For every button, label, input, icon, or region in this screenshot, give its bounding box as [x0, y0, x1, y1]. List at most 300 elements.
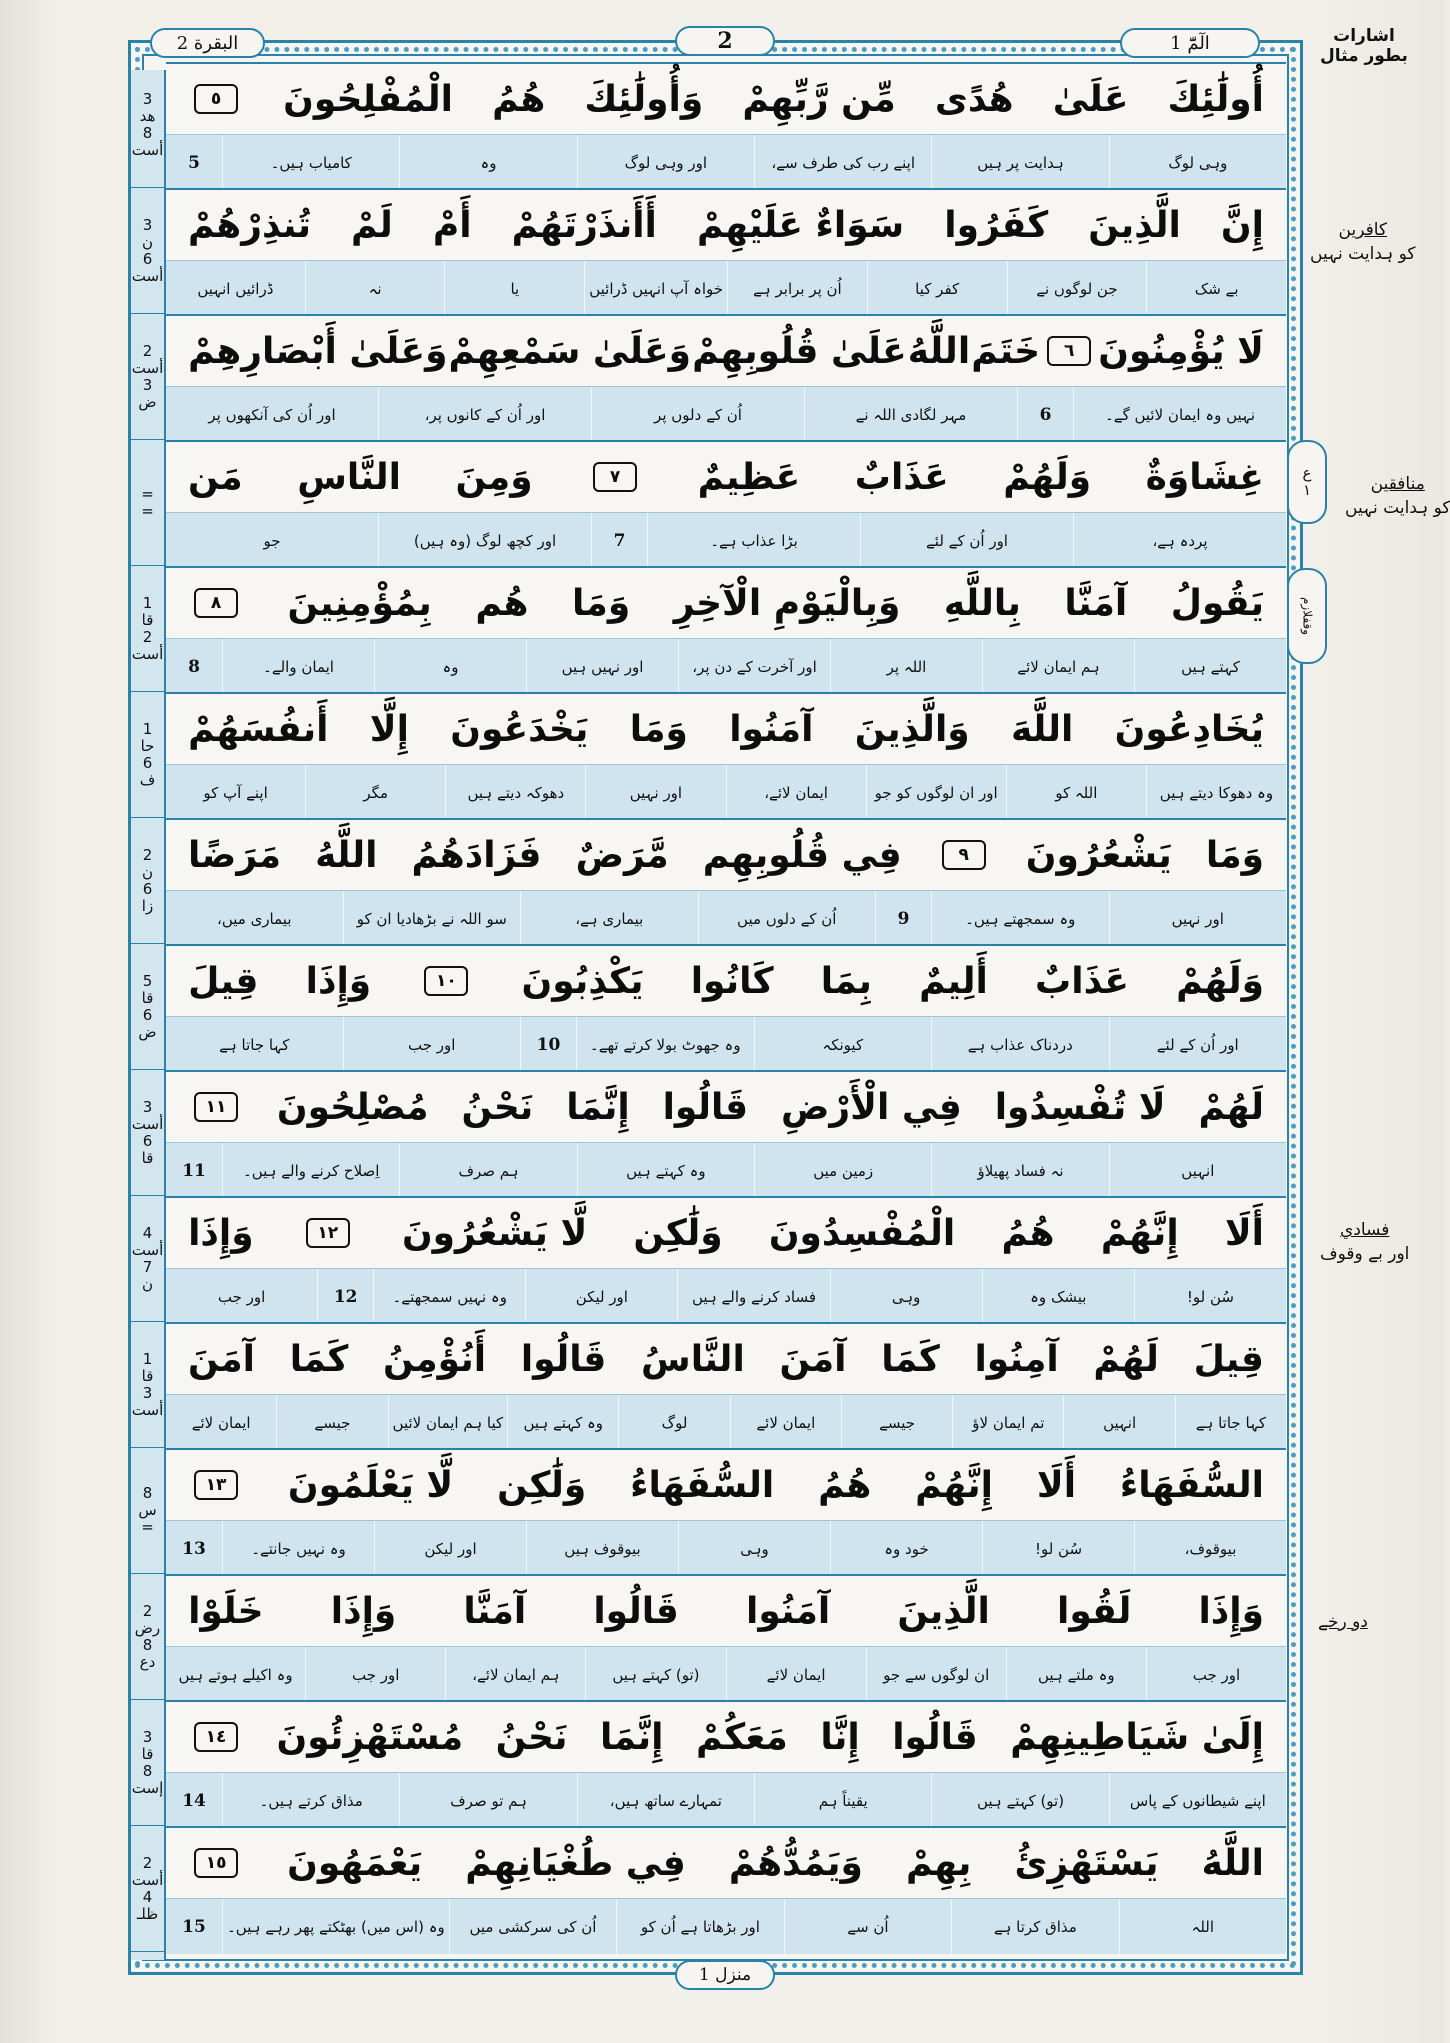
side-marker-text: قا [141, 1366, 154, 1385]
side-marker-text: 3 [142, 1727, 153, 1746]
arabic-word: كَمَا [881, 1338, 940, 1380]
arabic-word: خَتَمَ [971, 330, 1041, 372]
arabic-word: مَّرَضٌ [575, 834, 669, 876]
arabic-word: بِاللَّهِ [943, 582, 1021, 624]
translation-word: اپنے رب کی طرف سے، [754, 135, 931, 190]
arabic-word: آمَنَ [188, 1338, 256, 1380]
side-marker-text: 6 [142, 1131, 153, 1150]
arabic-line [166, 64, 1286, 134]
side-marker-text: 6 [142, 249, 153, 268]
verse-block [166, 1826, 1286, 1952]
arabic-word: الْمُفْسِدُونَ [768, 1212, 956, 1254]
topright-line-1: اشارات [1333, 26, 1395, 46]
translation-word: بے شک [1146, 261, 1286, 316]
side-marker-text: دع [139, 1652, 156, 1671]
arabic-word: يَقُولُ [1170, 582, 1264, 624]
arabic-word: هُدًى [934, 78, 1014, 120]
translation-word: پردہ ہے، [1073, 513, 1286, 568]
translation-word: (تو) کہتے ہیں [931, 1773, 1108, 1828]
translation-word: دھوکہ دیتے ہیں [445, 765, 585, 820]
side-marker-text: = [141, 501, 154, 520]
arabic-word: اللَّهَ [1010, 708, 1074, 750]
side-marker-text: أست [131, 140, 164, 159]
arabic-word: مَرَضًا [188, 834, 282, 876]
note-kafirin-title: كافرين [1338, 220, 1387, 240]
translation-word: ایمان لائے، [726, 765, 866, 820]
side-marker-text: أست [131, 1400, 164, 1419]
arabic-word: آمَنَّا [463, 1590, 527, 1632]
arabic-word: بِمَا [820, 960, 872, 1002]
arabic-word: إِنَّمَا [566, 1086, 630, 1128]
translation-line [166, 1898, 1286, 1954]
verse-number-marker: ٥ [194, 84, 238, 114]
arabic-word: وَمَا [1205, 834, 1264, 876]
verse-number-marker: ١٠ [424, 966, 468, 996]
page-number-pill: 2 [675, 26, 775, 56]
arabic-word: كَفَرُوا [944, 204, 1049, 246]
arabic-word: نَحْنُ [495, 1716, 568, 1758]
translation-word: لوگ [618, 1395, 729, 1450]
arabic-word: قِيلَ [188, 960, 259, 1002]
arabic-word: هُمُ [492, 78, 546, 120]
translation-word: اور جب [1146, 1647, 1286, 1702]
translation-word: کفر کیا [867, 261, 1007, 316]
side-marker-text: 7 [142, 1257, 153, 1276]
translation-word: اور نہیں [1109, 891, 1287, 946]
arabic-word: وَعَلَىٰ أَبْصَارِهِمْ [188, 330, 448, 372]
arabic-word: يَسْتَهْزِئُ [1014, 1842, 1159, 1884]
arabic-word: النَّاسُ [641, 1338, 745, 1380]
arabic-word: سَوَاءٌ عَلَيْهِمْ [696, 204, 905, 246]
verse-block [166, 1700, 1286, 1826]
arabic-word: بِهِمْ [905, 1842, 972, 1884]
arabic-word: لَا يُؤْمِنُونَ [1098, 330, 1264, 372]
side-marker-text: حا [140, 736, 155, 755]
side-marker [131, 188, 164, 314]
arabic-word: مِّن رَّبِّهِمْ [742, 78, 896, 120]
translation-word: سُن لو! [1134, 1269, 1286, 1324]
arabic-word: فِي قُلُوبِهِم [702, 834, 902, 876]
arabic-word: النَّاسِ [297, 456, 401, 498]
arabic-line [166, 1072, 1286, 1142]
side-marker-text: ن [141, 1274, 153, 1293]
arabic-word: أَلَا [1036, 1464, 1077, 1506]
note-munafiqin [1345, 472, 1450, 520]
juz-name-pill: الٓمّٓ 1 [1120, 28, 1260, 58]
arabic-word: مُسْتَهْزِئُونَ [276, 1716, 464, 1758]
translation-word: اور جب [305, 1647, 445, 1702]
arabic-line [166, 820, 1286, 890]
note-fasadi [1320, 1218, 1409, 1266]
verse-block [166, 62, 1286, 188]
arabic-word: إِنَّهُمْ [1100, 1212, 1179, 1254]
translation-line [166, 890, 1286, 946]
translation-word: اُن کی سرکشی میں [449, 1899, 616, 1954]
side-marker-text: 6 [142, 879, 153, 898]
side-marker [131, 944, 164, 1070]
arabic-word: اللَّهُ [315, 834, 378, 876]
translation-word: اپنے آپ کو [203, 783, 268, 802]
arabic-word: يَخْدَعُونَ [450, 708, 589, 750]
translation-word: بیوقوف، [1134, 1521, 1286, 1576]
side-marker [131, 1196, 164, 1322]
arabic-line [166, 316, 1286, 386]
translation-word: ہم صرف [399, 1143, 576, 1198]
side-marker [131, 1826, 164, 1952]
side-marker-text: إست [131, 1778, 164, 1797]
translation-word: مہر لگادی اللہ نے [804, 387, 1017, 442]
side-marker-text: 3 [142, 1097, 153, 1116]
side-marker [131, 692, 164, 818]
translation-word: مذاق کرتے ہیں۔ [222, 1773, 399, 1828]
translation-word: یقیناً ہم [754, 1773, 931, 1828]
note-kafirin-sub: كو ہدايت نہيں [1310, 244, 1416, 264]
arabic-line [166, 946, 1286, 1016]
arabic-word: وَمَا [629, 708, 688, 750]
arabic-word: وَإِذَا [188, 1212, 254, 1254]
ruku-badge-letter: ع [1302, 464, 1312, 482]
arabic-word: عَلَىٰ [1052, 78, 1129, 120]
arabic-word: مُصْلِحُونَ [276, 1086, 429, 1128]
translation-word: اور اُن کے لئے [1109, 1017, 1287, 1072]
translation-line [166, 1646, 1286, 1702]
note-kafirin [1310, 218, 1415, 266]
arabic-word: الَّذِينَ [897, 1590, 990, 1632]
translation-word: ہم ایمان لائے، [445, 1647, 585, 1702]
side-marker-text: 2 [142, 341, 153, 360]
translation-line [166, 512, 1286, 568]
translation-word: وہ ملتے ہیں [1006, 1647, 1146, 1702]
translation-word: سُن لو! [982, 1521, 1134, 1576]
translation-word: اللہ [1119, 1899, 1286, 1954]
side-marker-text: 8 [142, 1484, 153, 1502]
side-marker-text: 3 [142, 89, 153, 108]
arabic-word: إِنَّا [820, 1716, 860, 1758]
side-marker-text: 2 [142, 845, 153, 864]
translation-line [166, 386, 1286, 442]
side-marker-text: ض [138, 1022, 157, 1041]
arabic-word: أَأَنذَرْتَهُمْ [511, 204, 657, 246]
side-marker-text: هد [139, 106, 156, 125]
translation-word: فساد کرنے والے ہیں [677, 1269, 829, 1324]
arabic-word: قَالُوا [662, 1086, 749, 1128]
arabic-word: عَظِيمٌ [697, 456, 801, 498]
translation-word: بیوقوف ہیں [526, 1521, 678, 1576]
side-marker [131, 566, 164, 692]
translation-word: نہ [305, 261, 445, 316]
side-marker [131, 1070, 164, 1196]
arabic-word: الْمُفْلِحُونَ [283, 78, 454, 120]
translation-word: کیونکہ [754, 1017, 932, 1072]
arabic-word: عَذَابٌ [854, 456, 949, 498]
verse-number-marker: ١٥ [194, 1848, 238, 1878]
side-marker-text: 2 [142, 627, 153, 646]
translation-line [166, 1520, 1286, 1576]
arabic-word: يَعْمَهُونَ [287, 1842, 423, 1884]
translation-word: اللہ کو [1006, 765, 1146, 820]
translation-word: سو اللہ نے بڑھادیا ان کو [343, 891, 521, 946]
verse-block [166, 1322, 1286, 1448]
translation-word: اور لیکن [525, 1269, 677, 1324]
translation-word: ایمان لائے [730, 1395, 841, 1450]
translation-word: اور آخرت کے دن پر، [678, 639, 830, 694]
translation-word: ہم تو صرف [399, 1773, 576, 1828]
translation-word: اور بڑھاتا ہے اُن کو [616, 1899, 783, 1954]
translation-word: وہ سمجھتے ہیں۔ [931, 891, 1109, 946]
translation-word: اور اُن کے کانوں پر، [378, 387, 591, 442]
arabic-word: يَكْذِبُونَ [521, 960, 644, 1002]
translation-word: مگر [305, 765, 445, 820]
translation-word: ایمان والے۔ [222, 639, 374, 694]
side-marker-text: 8 [142, 1761, 153, 1780]
side-marker-text: 6 [142, 1005, 153, 1024]
arabic-word: وَأُولَٰئِكَ [584, 78, 704, 120]
side-marker-text: قا [141, 988, 154, 1007]
side-marker-text: ض [138, 392, 157, 411]
arabic-word: وَلَهُمْ [1003, 456, 1092, 498]
verse-block [166, 1196, 1286, 1322]
verse-number-label: 8 [188, 656, 200, 677]
translation-word: (تو) کہتے ہیں [585, 1647, 725, 1702]
translation-word: کامیاب ہیں۔ [222, 135, 399, 190]
verse-block [166, 1070, 1286, 1196]
translation-word: وہی [830, 1269, 982, 1324]
arabic-word: عَذَابٌ [1035, 960, 1129, 1002]
verse-number-label: 5 [188, 152, 200, 173]
arabic-line [166, 1828, 1286, 1898]
arabic-word: وَبِالْيَوْمِ الْآخِرِ [673, 582, 901, 624]
side-marker-text: س [138, 1501, 157, 1519]
arabic-word: أُولَٰئِكَ [1167, 78, 1264, 120]
side-marker-text: أست [131, 1114, 164, 1133]
verse-block [166, 188, 1286, 314]
arabic-line [166, 1702, 1286, 1772]
arabic-word: وَعَلَىٰ سَمْعِهِمْ [448, 330, 692, 372]
arabic-word: اللَّهُ [907, 330, 971, 372]
side-marker-text: 6 [142, 753, 153, 772]
arabic-word: قَالُوا [520, 1338, 607, 1380]
translation-word: خود وہ [830, 1521, 982, 1576]
translation-word: کہا جاتا ہے [1175, 1395, 1286, 1450]
arabic-word: مَن [188, 456, 243, 498]
arabic-word: آمَنُوا [745, 1590, 831, 1632]
verse-number-marker: ١٢ [306, 1218, 350, 1248]
side-marker-text: أست [131, 1240, 164, 1259]
translation-word: بیماری میں، [216, 909, 292, 928]
translation-word: کہا جاتا ہے [219, 1035, 290, 1054]
translation-word: وہ اکیلے ہوتے ہیں [178, 1665, 293, 1684]
translation-word: وہ نہیں سمجھتے۔ [373, 1269, 525, 1324]
topright-heading [1320, 26, 1408, 66]
side-marker-text: أست [131, 358, 164, 377]
arabic-word: غِشَاوَةٌ [1145, 456, 1264, 498]
side-marker-text: ن [141, 232, 153, 251]
translation-word: ان لوگوں سے جو [866, 1647, 1006, 1702]
translation-line [166, 1394, 1286, 1450]
translation-line [166, 764, 1286, 820]
side-marker-text: 1 [142, 1349, 153, 1368]
verse-number-label: 7 [591, 513, 647, 568]
verse-number-label: 9 [875, 891, 931, 946]
translation-word: ہدایت پر ہیں [931, 135, 1108, 190]
verse-number-label: 10 [520, 1017, 576, 1072]
arabic-word: نَحْنُ [461, 1086, 534, 1128]
translation-word: اللہ پر [830, 639, 982, 694]
translation-line [166, 260, 1286, 316]
arabic-word: فِي طُغْيَانِهِمْ [465, 1842, 686, 1884]
translation-word: یا [444, 261, 584, 316]
translation-word: انہیں [1109, 1143, 1286, 1198]
note-munafiqin-title: منافقين [1370, 474, 1425, 494]
arabic-line [166, 1450, 1286, 1520]
arabic-word: إِلَّا [369, 708, 409, 750]
verse-number-marker: ٨ [194, 588, 238, 618]
arabic-word: وَلَٰكِن [633, 1212, 723, 1254]
translation-line [166, 1268, 1286, 1324]
translation-word: ایمان لائے [726, 1647, 866, 1702]
verse-number-label: 15 [182, 1916, 206, 1937]
side-marker-text: 1 [142, 593, 153, 612]
translation-word: تمہارے ساتھ ہیں، [577, 1773, 754, 1828]
side-marker-text: 3 [142, 1383, 153, 1402]
translation-word: خواہ آپ انہیں ڈرائیں [584, 261, 727, 316]
side-marker-text: 4 [142, 1223, 153, 1242]
arabic-word: الَّذِينَ [1088, 204, 1181, 246]
arabic-word: قَالُوا [892, 1716, 978, 1758]
side-marker-text: أست [131, 644, 164, 663]
translation-word: کیا ہم ایمان لائیں [388, 1395, 508, 1450]
side-marker-text: 5 [142, 971, 153, 990]
translation-word: اور کچھ لوگ (وہ ہیں) [378, 513, 591, 568]
arabic-word: وَمِنَ [455, 456, 533, 498]
verse-number-label: 13 [182, 1538, 206, 1559]
ruku-badge [1287, 440, 1327, 524]
side-marker-text: 3 [142, 215, 153, 234]
verse-number-marker: ٩ [942, 840, 986, 870]
translation-word: وہ [399, 135, 576, 190]
arabic-word: وَلَٰكِن [497, 1464, 587, 1506]
translation-word: جو [263, 531, 281, 550]
arabic-word: آمَنَ [779, 1338, 847, 1380]
translation-word: اُن سے [784, 1899, 951, 1954]
translation-word: اور جب [343, 1017, 521, 1072]
side-marker-text: قا [141, 1148, 154, 1167]
arabic-word: إِنَّمَا [600, 1716, 664, 1758]
translation-word: اور اُن کے لئے [860, 513, 1073, 568]
side-marker-text: 2 [142, 1853, 153, 1872]
side-marker-text: قا [141, 1744, 154, 1763]
note-dorukhe [1318, 1610, 1368, 1634]
arabic-word: أَلِيمٌ [919, 960, 988, 1002]
translation-word: اور ان لوگوں کو جو [866, 765, 1006, 820]
arabic-word: آمَنَّا [1064, 582, 1128, 624]
verse-number-marker: ٦ [1047, 336, 1091, 366]
verse-block [166, 1448, 1286, 1574]
translation-word: اور وہی لوگ [577, 135, 754, 190]
arabic-word: آمَنُوا [729, 708, 814, 750]
arabic-line [166, 1198, 1286, 1268]
side-marker-text: ف [139, 770, 156, 789]
translation-line [166, 1016, 1286, 1072]
translation-word: اِصلاح کرنے والے ہیں۔ [222, 1143, 399, 1198]
side-marker [131, 62, 164, 188]
arabic-word: بِمُؤْمِنِينَ [287, 582, 432, 624]
arabic-word: أَنفُسَهُمْ [188, 708, 329, 750]
arabic-word: مَعَكُمْ [696, 1716, 788, 1758]
side-marker-text: ظلـ [136, 1904, 159, 1923]
arabic-word: كَمَا [289, 1338, 349, 1380]
side-marker-text: = [141, 484, 154, 503]
translation-word: اُن کے دلوں پر [591, 387, 804, 442]
translation-word: وہ [374, 639, 526, 694]
translation-word: جن لوگوں نے [1007, 261, 1147, 316]
translation-word: اُن کے دلوں میں [698, 891, 876, 946]
translation-word: بڑا عذاب ہے۔ [647, 513, 860, 568]
arabic-word: لَّا يَشْعُرُونَ [401, 1212, 588, 1254]
translation-word: مذاق کرتا ہے [951, 1899, 1118, 1954]
side-marker-text: 8 [142, 1635, 153, 1654]
side-marker-text: 8 [142, 123, 153, 142]
note-munafiqin-sub: كو ہدايت نہيں [1345, 498, 1450, 518]
arabic-word: وَإِذَا [305, 960, 372, 1002]
arabic-line [166, 1324, 1286, 1394]
arabic-word: إِنَّ [1220, 204, 1264, 246]
arabic-word: فَزَادَهُمُ [411, 834, 542, 876]
translation-word: اور اُن کی آنکھوں پر [208, 405, 336, 424]
verse-number-label: 14 [182, 1790, 206, 1811]
note-fasadi-title: فسادي [1340, 1220, 1390, 1240]
side-marker [131, 818, 164, 944]
translation-word: اور جب [217, 1287, 266, 1306]
note-dorukhe-title: دو رخے [1318, 1612, 1368, 1632]
waqf-badge [1287, 568, 1327, 664]
arabic-word: لَمْ [351, 204, 393, 246]
arabic-word: السُّفَهَاءُ [630, 1464, 775, 1506]
arabic-word: وَإِذَا [330, 1590, 397, 1632]
verse-block [166, 1574, 1286, 1700]
note-fasadi-sub: اور بے وقوف [1320, 1244, 1410, 1264]
translation-word: زمین میں [754, 1143, 931, 1198]
arabic-word: فِي الْأَرْضِ [780, 1086, 962, 1128]
verse-number-marker: ١٤ [194, 1722, 238, 1752]
arabic-word: هُمُ [1001, 1212, 1055, 1254]
arabic-word: كَانُوا [690, 960, 774, 1002]
translation-line [166, 1142, 1286, 1198]
arabic-word: أَلَا [1224, 1212, 1264, 1254]
arabic-word: أَمْ [432, 204, 472, 246]
translation-word: اور نہیں ہیں [526, 639, 678, 694]
translation-word: اور لیکن [374, 1521, 526, 1576]
verse-number-marker: ١١ [194, 1092, 238, 1122]
arabic-word: هُمُ [818, 1464, 872, 1506]
verse-block [166, 944, 1286, 1070]
translation-word: ڈرائیں انہیں [197, 279, 274, 298]
side-marker-text: رض [134, 1618, 161, 1637]
side-marker-text: 4 [142, 1887, 153, 1906]
arabic-line [166, 442, 1286, 512]
translation-word: اُن پر برابر ہے [727, 261, 867, 316]
arabic-word: قِيلَ [1193, 1338, 1264, 1380]
arabic-word: عَلَىٰ قُلُوبِهِمْ [692, 330, 907, 372]
manzil-pill: منزل 1 [675, 1960, 775, 1990]
translation-word: وہ کہتے ہیں [507, 1395, 618, 1450]
translation-word: وہی [678, 1521, 830, 1576]
arabic-word: آمِنُوا [974, 1338, 1059, 1380]
side-marker-text: ن [141, 862, 153, 881]
arabic-line [166, 568, 1286, 638]
translation-word: اور نہیں [585, 765, 725, 820]
arabic-word: إِلَىٰ شَيَاطِينِهِمْ [1010, 1716, 1264, 1758]
